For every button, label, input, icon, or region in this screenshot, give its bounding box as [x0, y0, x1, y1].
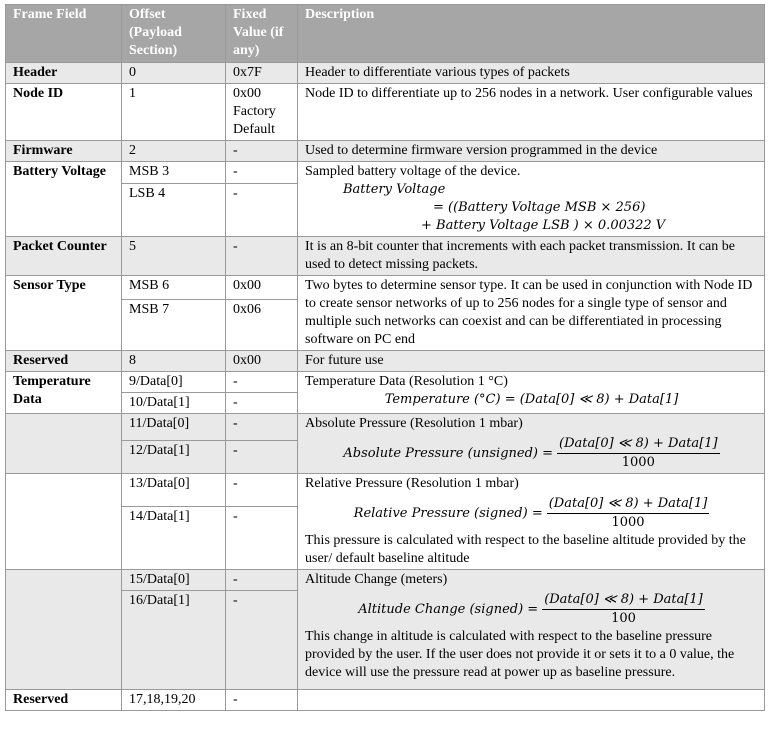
- fixed-value-cell: -: [226, 441, 298, 474]
- fixed-value-cell: -: [226, 570, 298, 591]
- table-row: [6, 63, 765, 84]
- fixed-value-line: Factory: [233, 104, 276, 119]
- fixed-value-cell: -: [226, 690, 298, 711]
- formula-lhs: Absolute Pressure (unsigned) =: [343, 445, 554, 461]
- col-header-frame-field: Frame Field: [6, 5, 122, 63]
- table-row: [6, 372, 765, 393]
- fixed-value-line: 0x00: [233, 86, 261, 101]
- description-cell: [298, 162, 765, 237]
- table-row: [6, 141, 765, 162]
- fixed-value-cell: -: [226, 141, 298, 162]
- description-cell: Node ID to differentiate up to 256 nodes in a network. User configurable values: [298, 84, 765, 141]
- fixed-value-cell: 0x06: [226, 300, 298, 351]
- description-cell: Used to determine firmware version programmed in the device: [298, 141, 765, 162]
- field-cell: Packet Counter: [6, 237, 122, 276]
- formula: [305, 433, 758, 472]
- formula: Temperature (°C) = (Data[0] ≪ 8) + Data[1]: [384, 392, 679, 407]
- description-text: Sampled battery voltage of the device.: [305, 164, 521, 179]
- table-row: [6, 690, 765, 711]
- formula: [305, 589, 758, 628]
- formula-label: Battery Voltage: [343, 182, 446, 197]
- table-row: [6, 84, 765, 141]
- description-cell: [298, 570, 765, 690]
- offset-cell: 17,18,19,20: [122, 690, 226, 711]
- description-text: Altitude Change (meters): [305, 572, 448, 587]
- formula-line: = ((Battery Voltage MSB × 256): [433, 200, 646, 215]
- description-text: Absolute Pressure (Resolution 1 mbar): [305, 416, 523, 431]
- offset-cell: 9/Data[0]: [122, 372, 226, 393]
- col-header-offset: Offset (Payload Section): [122, 5, 226, 63]
- field-cell: Reserved: [6, 351, 122, 372]
- table-row: [6, 474, 765, 507]
- offset-cell: 11/Data[0]: [122, 414, 226, 441]
- fixed-value-cell: -: [226, 474, 298, 507]
- field-cell: Temperature Data: [6, 372, 122, 414]
- field-cell: [6, 570, 122, 690]
- fixed-value-cell: -: [226, 237, 298, 276]
- formula-lhs: Altitude Change (signed) =: [358, 601, 539, 617]
- formula-denominator: 1000: [621, 455, 655, 470]
- frame-spec-table: [5, 4, 765, 711]
- table-row: [6, 162, 765, 184]
- fixed-value-cell: -: [226, 162, 298, 184]
- table-row: [6, 351, 765, 372]
- offset-cell: MSB 3: [122, 162, 226, 184]
- offset-cell: 5: [122, 237, 226, 276]
- description-cell: [298, 474, 765, 570]
- table-row: [6, 570, 765, 591]
- description-cell: [298, 372, 765, 414]
- formula-numerator: (Data[0] ≪ 8) + Data[1]: [547, 495, 710, 514]
- fixed-value-cell: 0x7F: [226, 63, 298, 84]
- fixed-value-cell: -: [226, 507, 298, 570]
- field-cell: Header: [6, 63, 122, 84]
- fixed-value-cell: 0x00: [226, 276, 298, 300]
- formula-lhs: Relative Pressure (signed) =: [353, 505, 543, 521]
- offset-cell: 10/Data[1]: [122, 393, 226, 414]
- fixed-value-cell: 0x00: [226, 351, 298, 372]
- table-row: [6, 414, 765, 441]
- fixed-value-cell: -: [226, 414, 298, 441]
- offset-cell: 1: [122, 84, 226, 141]
- description-cell: [298, 414, 765, 474]
- fixed-value-cell: -: [226, 393, 298, 414]
- formula-numerator: (Data[0] ≪ 8) + Data[1]: [557, 435, 720, 454]
- field-cell: Sensor Type: [6, 276, 122, 351]
- offset-cell: 15/Data[0]: [122, 570, 226, 591]
- offset-cell: MSB 7: [122, 300, 226, 351]
- fixed-value-cell: -: [226, 184, 298, 237]
- offset-cell: MSB 6: [122, 276, 226, 300]
- description-cell: For future use: [298, 351, 765, 372]
- offset-cell: 0: [122, 63, 226, 84]
- formula-line: + Battery Voltage LSB ) × 0.00322 V: [421, 218, 666, 233]
- fixed-value-line: Default: [233, 122, 275, 137]
- offset-cell: 14/Data[1]: [122, 507, 226, 570]
- col-header-description: Description: [298, 5, 765, 63]
- formula-denominator: 100: [611, 611, 636, 626]
- offset-cell: 13/Data[0]: [122, 474, 226, 507]
- field-cell: Battery Voltage: [6, 162, 122, 237]
- description-cell: It is an 8-bit counter that increments with each packet transmission. It can be used to detect missing packets.: [298, 237, 765, 276]
- field-cell: [6, 414, 122, 474]
- offset-cell: 2: [122, 141, 226, 162]
- formula-denominator: 1000: [611, 515, 645, 530]
- offset-cell: 12/Data[1]: [122, 441, 226, 474]
- fixed-value-cell: -: [226, 372, 298, 393]
- offset-cell: LSB 4: [122, 184, 226, 237]
- fixed-value-cell: [226, 84, 298, 141]
- description-text: Temperature Data (Resolution 1 °C): [305, 374, 508, 389]
- field-cell: [6, 474, 122, 570]
- field-cell: Reserved: [6, 690, 122, 711]
- col-header-fixed-value: Fixed Value (if any): [226, 5, 298, 63]
- header-row: [6, 5, 765, 63]
- field-cell: Node ID: [6, 84, 122, 141]
- field-cell: Firmware: [6, 141, 122, 162]
- formula-numerator: (Data[0] ≪ 8) + Data[1]: [542, 591, 705, 610]
- description-cell: Two bytes to determine sensor type. It can be used in conjunction with Node ID to create sensor networks of up to 256 nodes for a single type of sensor and multiple such networks can coexist and can be differentiated in processing software on PC end: [298, 276, 765, 351]
- description-note: This pressure is calculated with respect to the baseline altitude provided by the user/ default baseline altitude: [305, 533, 746, 566]
- table-row: [6, 237, 765, 276]
- description-text: Relative Pressure (Resolution 1 mbar): [305, 476, 519, 491]
- fixed-value-cell: -: [226, 591, 298, 690]
- formula: [305, 493, 758, 532]
- description-cell: Header to differentiate various types of packets: [298, 63, 765, 84]
- description-cell: [298, 690, 765, 711]
- table-row: [6, 276, 765, 300]
- offset-cell: 8: [122, 351, 226, 372]
- description-note: This change in altitude is calculated with respect to the baseline pressure provided by the user. If the user does not provide it or sets it to a 0 value, the device will use the pressure read at power up as baseline pressure.: [305, 629, 735, 680]
- offset-cell: 16/Data[1]: [122, 591, 226, 690]
